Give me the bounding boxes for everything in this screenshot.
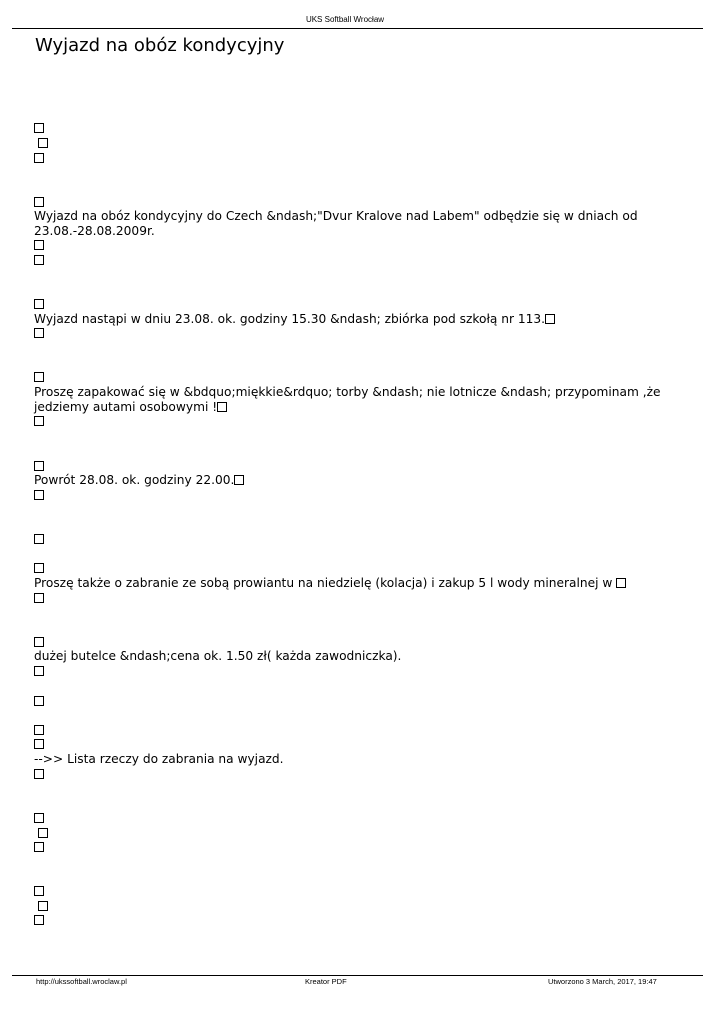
paragraph-luggage-cont-text: jedziemy autami osobowymi !	[34, 400, 218, 414]
missing-glyph-box	[34, 534, 44, 544]
missing-glyph-box	[616, 578, 626, 588]
paragraph-provisions-text: Proszę także o zabranie ze sobą prowiantu na niedzielę (kolacja) i zakup 5 l wody mineralnej w	[34, 576, 617, 590]
missing-glyph-box	[34, 255, 44, 265]
missing-glyph-box	[34, 563, 44, 573]
placeholder-box-row	[34, 151, 44, 166]
missing-glyph-box	[34, 696, 44, 706]
missing-glyph-box	[34, 299, 44, 309]
paragraph-luggage-cont	[34, 400, 227, 415]
missing-glyph-box	[34, 461, 44, 471]
placeholder-box-row	[34, 414, 44, 429]
placeholder-box-row	[34, 532, 44, 547]
missing-glyph-box	[38, 828, 48, 838]
missing-glyph-box	[34, 739, 44, 749]
placeholder-box-row	[34, 840, 44, 855]
placeholder-box-row	[34, 737, 44, 752]
missing-glyph-box	[34, 637, 44, 647]
missing-glyph-box	[34, 725, 44, 735]
missing-glyph-box	[38, 138, 48, 148]
missing-glyph-box	[234, 475, 244, 485]
missing-glyph-box	[34, 153, 44, 163]
placeholder-box-row	[34, 635, 44, 650]
footer-site-url[interactable]: http://ukssoftball.wroclaw.pl	[36, 977, 127, 986]
placeholder-box-row	[34, 238, 44, 253]
placeholder-box-row	[34, 370, 44, 385]
placeholder-box-row	[34, 561, 44, 576]
footer-divider	[12, 975, 703, 976]
placeholder-box-row	[34, 913, 44, 928]
placeholder-box-row	[34, 253, 44, 268]
missing-glyph-box	[34, 666, 44, 676]
missing-glyph-box	[34, 842, 44, 852]
paragraph-water-cost: dużej butelce &ndash;cena ok. 1.50 zł( każda zawodniczka).	[34, 649, 402, 663]
placeholder-box-row	[34, 326, 44, 341]
placeholder-box-row	[34, 723, 44, 738]
paragraph-departure-text: Wyjazd nastąpi w dniu 23.08. ok. godziny 15.30 &ndash; zbiórka pod szkołą nr 113.	[34, 312, 546, 326]
placeholder-box-row	[34, 884, 44, 899]
placeholder-box-row	[34, 826, 48, 841]
placeholder-box-row	[34, 136, 48, 151]
placeholder-box-row	[34, 694, 44, 709]
site-name: UKS Softball Wrocław	[305, 15, 385, 24]
missing-glyph-box	[34, 197, 44, 207]
placeholder-box-row	[34, 297, 44, 312]
placeholder-box-row	[34, 488, 44, 503]
missing-glyph-box	[34, 769, 44, 779]
missing-glyph-box	[34, 328, 44, 338]
missing-glyph-box	[217, 402, 227, 412]
missing-glyph-box	[38, 901, 48, 911]
missing-glyph-box	[34, 886, 44, 896]
placeholder-box-row	[34, 899, 48, 914]
paragraph-provisions	[34, 576, 626, 591]
placeholder-box-row	[34, 195, 44, 210]
placeholder-box-row	[34, 459, 44, 474]
placeholder-box-row	[34, 811, 44, 826]
paragraph-return	[34, 473, 244, 488]
placeholder-box-row	[34, 664, 44, 679]
missing-glyph-box	[34, 593, 44, 603]
paragraph-trip-dates: Wyjazd na obóz kondycyjny do Czech &ndash;"Dvur Kralove nad Labem" odbędzie się w dniach od	[34, 209, 638, 223]
footer-generator: Kreator PDF	[305, 977, 347, 986]
missing-glyph-box	[545, 314, 555, 324]
missing-glyph-box	[34, 490, 44, 500]
paragraph-luggage: Proszę zapakować się w &bdquo;miękkie&rdquo; torby &ndash; nie lotnicze &ndash; przypominam ,że	[34, 385, 661, 399]
placeholder-box-row	[34, 767, 44, 782]
footer-created-date: Utworzono 3 March, 2017, 19:47	[548, 977, 657, 986]
paragraph-trip-dates-cont: 23.08.-28.08.2009r.	[34, 224, 155, 238]
paragraph-return-text: Powrót 28.08. ok. godziny 22.00.	[34, 473, 235, 487]
placeholder-box-row	[34, 121, 44, 136]
packing-list-link[interactable]: -->> Lista rzeczy do zabrania na wyjazd.	[34, 752, 284, 766]
placeholder-box-row	[34, 591, 44, 606]
page-title: Wyjazd na obóz kondycyjny	[35, 35, 285, 56]
missing-glyph-box	[34, 813, 44, 823]
missing-glyph-box	[34, 416, 44, 426]
missing-glyph-box	[34, 915, 44, 925]
missing-glyph-box	[34, 372, 44, 382]
missing-glyph-box	[34, 123, 44, 133]
paragraph-departure	[34, 312, 555, 327]
missing-glyph-box	[34, 240, 44, 250]
